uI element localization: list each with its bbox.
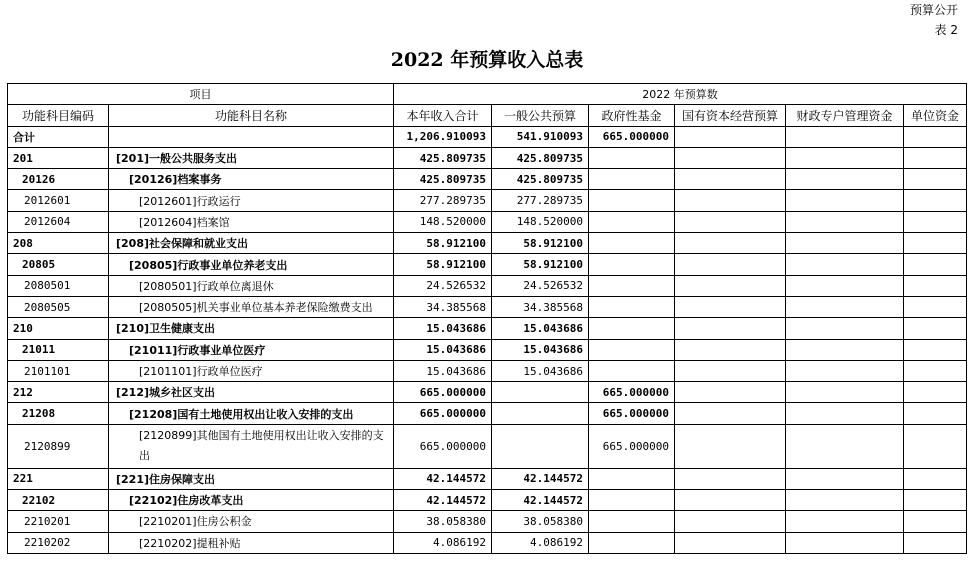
cell-total: 58.912100	[394, 254, 492, 275]
cell-general: 148.520000	[492, 211, 589, 232]
cell-special	[786, 169, 904, 190]
cell-state-capital	[675, 382, 786, 403]
cell-general	[492, 382, 589, 403]
cell-state-capital	[675, 254, 786, 275]
cell-total: 58.912100	[394, 233, 492, 254]
cell-total: 15.043686	[394, 339, 492, 360]
cell-special	[786, 126, 904, 147]
cell-general	[492, 424, 589, 468]
item-group-header: 项目	[8, 84, 394, 105]
cell-state-capital	[675, 360, 786, 381]
cell-fund	[589, 147, 675, 168]
cell-code: 21011	[8, 339, 109, 360]
cell-special	[786, 532, 904, 553]
cell-unit	[904, 126, 967, 147]
cell-code: 20805	[8, 254, 109, 275]
cell-unit	[904, 296, 967, 317]
cell-special	[786, 318, 904, 339]
table-row	[8, 190, 967, 211]
cell-name: [21208]国有土地使用权出让收入安排的支出	[109, 403, 394, 424]
cell-state-capital	[675, 211, 786, 232]
cell-total: 38.058380	[394, 511, 492, 532]
column-header-total: 本年收入合计	[394, 105, 492, 126]
cell-fund: 665.000000	[589, 403, 675, 424]
cell-code: 2210201	[8, 511, 109, 532]
cell-total: 425.809735	[394, 169, 492, 190]
cell-special	[786, 468, 904, 489]
table-row	[8, 211, 967, 232]
cell-name: [20805]行政事业单位养老支出	[109, 254, 394, 275]
cell-fund	[589, 511, 675, 532]
disclosure-note: 预算公开	[909, 3, 958, 17]
cell-general: 541.910093	[492, 126, 589, 147]
cell-total: 1,206.910093	[394, 126, 492, 147]
group-header-row	[8, 84, 967, 105]
cell-name: [2080505]机关事业单位基本养老保险缴费支出	[109, 296, 394, 317]
cell-unit	[904, 318, 967, 339]
cell-special	[786, 424, 904, 468]
cell-special	[786, 511, 904, 532]
table-row	[8, 424, 967, 468]
cell-code: 2210202	[8, 532, 109, 553]
cell-fund: 665.000000	[589, 126, 675, 147]
cell-name: [2012604]档案馆	[109, 211, 394, 232]
cell-code: 201	[8, 147, 109, 168]
cell-code: 合计	[8, 126, 109, 147]
cell-state-capital	[675, 532, 786, 553]
table-row	[8, 468, 967, 489]
cell-total: 15.043686	[394, 360, 492, 381]
cell-general: 277.289735	[492, 190, 589, 211]
cell-code: 210	[8, 318, 109, 339]
cell-general: 42.144572	[492, 468, 589, 489]
cell-general: 425.809735	[492, 169, 589, 190]
cell-general: 24.526532	[492, 275, 589, 296]
cell-name	[109, 126, 394, 147]
table-row	[8, 360, 967, 381]
table-row	[8, 147, 967, 168]
cell-unit	[904, 339, 967, 360]
cell-total: 277.289735	[394, 190, 492, 211]
cell-code: 2012601	[8, 190, 109, 211]
cell-general: 38.058380	[492, 511, 589, 532]
cell-name: [208]社会保障和就业支出	[109, 233, 394, 254]
cell-fund	[589, 254, 675, 275]
cell-total: 15.043686	[394, 318, 492, 339]
table-row	[8, 275, 967, 296]
table-row	[8, 296, 967, 317]
cell-state-capital	[675, 424, 786, 468]
table-row	[8, 339, 967, 360]
cell-name: [2012601]行政运行	[109, 190, 394, 211]
cell-name: [2101101]行政单位医疗	[109, 360, 394, 381]
cell-state-capital	[675, 468, 786, 489]
cell-special	[786, 190, 904, 211]
column-header-name: 功能科目名称	[109, 105, 394, 126]
cell-unit	[904, 403, 967, 424]
cell-total: 42.144572	[394, 468, 492, 489]
cell-total: 425.809735	[394, 147, 492, 168]
cell-special	[786, 339, 904, 360]
budget-revenue-table	[7, 83, 967, 554]
cell-state-capital	[675, 190, 786, 211]
cell-total: 34.385568	[394, 296, 492, 317]
table-row	[8, 169, 967, 190]
cell-total: 665.000000	[394, 403, 492, 424]
cell-name: [21011]行政事业单位医疗	[109, 339, 394, 360]
cell-name: [22102]住房改革支出	[109, 490, 394, 511]
cell-fund	[589, 490, 675, 511]
cell-general: 425.809735	[492, 147, 589, 168]
cell-unit	[904, 254, 967, 275]
cell-general: 58.912100	[492, 254, 589, 275]
cell-special	[786, 403, 904, 424]
cell-fund	[589, 233, 675, 254]
cell-state-capital	[675, 275, 786, 296]
cell-general	[492, 403, 589, 424]
column-header-unit: 单位资金	[904, 105, 967, 126]
cell-special	[786, 233, 904, 254]
cell-special	[786, 254, 904, 275]
cell-special	[786, 296, 904, 317]
cell-state-capital	[675, 318, 786, 339]
cell-code: 2080505	[8, 296, 109, 317]
cell-unit	[904, 532, 967, 553]
cell-state-capital	[675, 147, 786, 168]
cell-unit	[904, 360, 967, 381]
cell-name: [210]卫生健康支出	[109, 318, 394, 339]
cell-general: 4.086192	[492, 532, 589, 553]
cell-code: 21208	[8, 403, 109, 424]
cell-general: 15.043686	[492, 339, 589, 360]
cell-code: 2101101	[8, 360, 109, 381]
cell-name: [2210202]提租补贴	[109, 532, 394, 553]
cell-fund	[589, 532, 675, 553]
cell-general: 15.043686	[492, 318, 589, 339]
cell-unit	[904, 275, 967, 296]
cell-name: [2120899]其他国有土地使用权出让收入安排的支出	[109, 424, 394, 468]
cell-special	[786, 211, 904, 232]
cell-total: 665.000000	[394, 382, 492, 403]
cell-name: [201]一般公共服务支出	[109, 147, 394, 168]
page-title: 2022 年预算收入总表	[390, 49, 584, 71]
table-number: 表 2	[934, 23, 958, 37]
cell-general: 42.144572	[492, 490, 589, 511]
cell-fund	[589, 468, 675, 489]
cell-total: 4.086192	[394, 532, 492, 553]
cell-fund	[589, 211, 675, 232]
cell-unit	[904, 382, 967, 403]
cell-general: 58.912100	[492, 233, 589, 254]
cell-state-capital	[675, 339, 786, 360]
cell-fund	[589, 339, 675, 360]
cell-state-capital	[675, 233, 786, 254]
cell-code: 2012604	[8, 211, 109, 232]
cell-code: 20126	[8, 169, 109, 190]
cell-general: 34.385568	[492, 296, 589, 317]
table-row	[8, 318, 967, 339]
column-header-code: 功能科目编码	[8, 105, 109, 126]
cell-fund	[589, 318, 675, 339]
table-row	[8, 532, 967, 553]
cell-name: [212]城乡社区支出	[109, 382, 394, 403]
column-header-fund: 政府性基金	[589, 105, 675, 126]
cell-total: 665.000000	[394, 424, 492, 468]
cell-special	[786, 275, 904, 296]
cell-unit	[904, 233, 967, 254]
cell-special	[786, 360, 904, 381]
cell-unit	[904, 468, 967, 489]
cell-general: 15.043686	[492, 360, 589, 381]
table-row	[8, 126, 967, 147]
cell-unit	[904, 490, 967, 511]
cell-state-capital	[675, 296, 786, 317]
cell-fund	[589, 169, 675, 190]
cell-state-capital	[675, 511, 786, 532]
column-header-special: 财政专户管理资金	[786, 105, 904, 126]
cell-code: 2120899	[8, 424, 109, 468]
cell-name: [2080501]行政单位离退休	[109, 275, 394, 296]
table-row	[8, 403, 967, 424]
cell-name: [20126]档案事务	[109, 169, 394, 190]
cell-special	[786, 382, 904, 403]
cell-unit	[904, 190, 967, 211]
cell-state-capital	[675, 169, 786, 190]
cell-unit	[904, 169, 967, 190]
column-header-row	[8, 105, 967, 126]
table-row	[8, 254, 967, 275]
cell-unit	[904, 147, 967, 168]
cell-fund	[589, 360, 675, 381]
column-header-state-capital: 国有资本经营预算	[675, 105, 786, 126]
cell-fund	[589, 275, 675, 296]
table-row	[8, 382, 967, 403]
table-row	[8, 511, 967, 532]
cell-state-capital	[675, 126, 786, 147]
cell-unit	[904, 211, 967, 232]
cell-fund: 665.000000	[589, 424, 675, 468]
cell-code: 208	[8, 233, 109, 254]
cell-code: 22102	[8, 490, 109, 511]
cell-code: 212	[8, 382, 109, 403]
cell-code: 2080501	[8, 275, 109, 296]
cell-code: 221	[8, 468, 109, 489]
budget-group-header: 2022 年预算数	[394, 84, 967, 105]
table-body	[8, 126, 967, 553]
cell-fund: 665.000000	[589, 382, 675, 403]
cell-name: [221]住房保障支出	[109, 468, 394, 489]
cell-unit	[904, 511, 967, 532]
cell-total: 42.144572	[394, 490, 492, 511]
cell-total: 24.526532	[394, 275, 492, 296]
cell-special	[786, 490, 904, 511]
cell-special	[786, 147, 904, 168]
cell-fund	[589, 296, 675, 317]
cell-state-capital	[675, 490, 786, 511]
cell-unit	[904, 424, 967, 468]
table-row	[8, 233, 967, 254]
cell-fund	[589, 190, 675, 211]
cell-state-capital	[675, 403, 786, 424]
cell-total: 148.520000	[394, 211, 492, 232]
table-row	[8, 490, 967, 511]
cell-name: [2210201]住房公积金	[109, 511, 394, 532]
column-header-general: 一般公共预算	[492, 105, 589, 126]
